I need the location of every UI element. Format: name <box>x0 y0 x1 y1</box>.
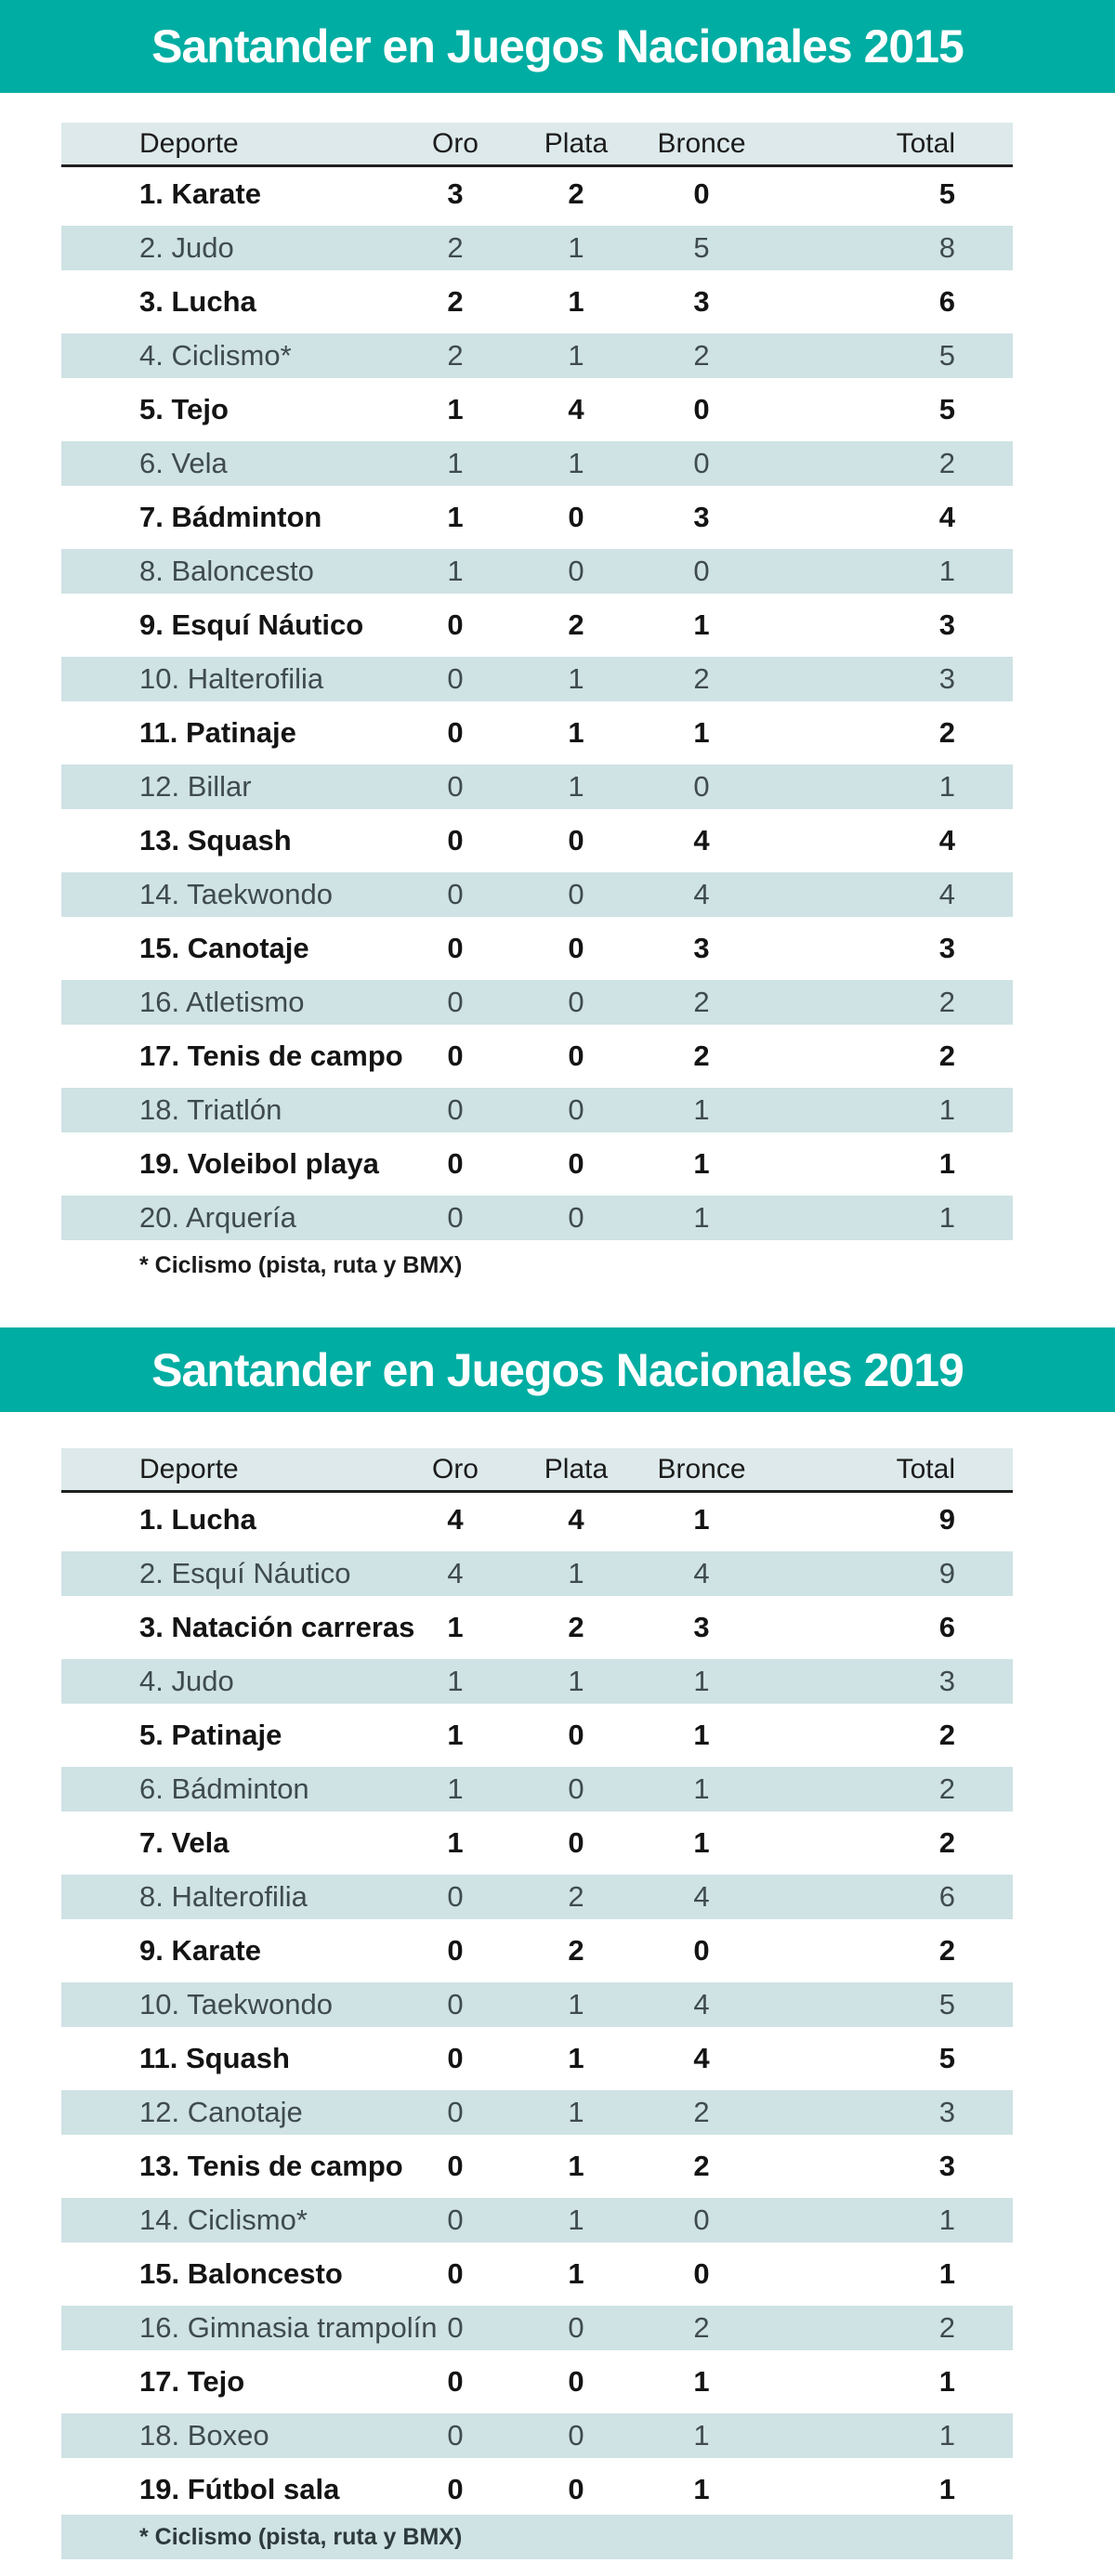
column-header-bronce: Bronce <box>657 127 746 159</box>
cell-plata: 1 <box>568 2203 584 2236</box>
cell-oro: 3 <box>447 177 464 210</box>
cell-oro: 0 <box>447 2419 464 2452</box>
cell-sport: 3. Lucha <box>139 285 256 318</box>
table-row <box>61 652 1013 706</box>
table-row <box>61 2463 1013 2517</box>
cell-oro: 0 <box>447 2365 464 2398</box>
cell-total: 3 <box>938 2096 955 2128</box>
cell-bronce: 4 <box>693 1557 710 1589</box>
cell-oro: 0 <box>447 878 464 910</box>
cell-total: 1 <box>938 1147 955 1180</box>
cell-total: 2 <box>938 2311 955 2344</box>
table-row <box>61 1654 1013 1708</box>
cell-plata: 2 <box>568 608 584 641</box>
cell-total: 1 <box>938 2473 955 2505</box>
cell-oro: 1 <box>447 1826 464 1859</box>
cell-oro: 1 <box>447 1772 464 1805</box>
cell-bronce: 1 <box>693 716 710 749</box>
cell-plata: 0 <box>568 1201 584 1234</box>
cell-total: 2 <box>938 716 955 749</box>
table-row <box>61 2409 1013 2463</box>
cell-total: 5 <box>938 177 955 210</box>
cell-total: 1 <box>938 2257 955 2290</box>
cell-bronce: 2 <box>693 986 710 1018</box>
cell-bronce: 4 <box>693 2042 710 2074</box>
cell-sport: 14. Ciclismo* <box>139 2203 308 2236</box>
cell-plata: 0 <box>568 1826 584 1859</box>
cell-plata: 0 <box>568 878 584 910</box>
cell-oro: 0 <box>447 2257 464 2290</box>
cell-bronce: 2 <box>693 1040 710 1072</box>
cell-plata: 0 <box>568 2473 584 2505</box>
cell-plata: 1 <box>568 770 584 803</box>
cell-oro: 1 <box>447 1665 464 1697</box>
title-band-2019 <box>0 1327 1115 1412</box>
cell-total: 6 <box>938 285 955 318</box>
cell-plata: 1 <box>568 716 584 749</box>
cell-oro: 1 <box>447 1611 464 1643</box>
cell-sport: 5. Tejo <box>139 393 229 425</box>
cell-plata: 0 <box>568 824 584 856</box>
cell-oro: 0 <box>447 770 464 803</box>
cell-plata: 0 <box>568 2311 584 2344</box>
table-row <box>61 383 1013 437</box>
cell-plata: 0 <box>568 986 584 1018</box>
table-row <box>61 598 1013 652</box>
cell-plata: 1 <box>568 1988 584 2020</box>
cell-oro: 0 <box>447 2150 464 2182</box>
cell-sport: 7. Vela <box>139 1826 230 1859</box>
cell-plata: 1 <box>568 231 584 264</box>
cell-total: 6 <box>938 1880 955 1913</box>
cell-plata: 1 <box>568 1557 584 1589</box>
cell-plata: 0 <box>568 1772 584 1805</box>
cell-total: 3 <box>938 932 955 964</box>
cell-plata: 4 <box>568 1503 584 1536</box>
cell-oro: 0 <box>447 824 464 856</box>
table-row <box>61 2301 1013 2355</box>
cell-bronce: 4 <box>693 1880 710 1913</box>
footnote-2019: * Ciclismo (pista, ruta y BMX) <box>61 2515 1013 2559</box>
cell-bronce: 1 <box>693 1772 710 1805</box>
cell-total: 1 <box>938 770 955 803</box>
cell-oro: 1 <box>447 447 464 479</box>
cell-plata: 0 <box>568 501 584 533</box>
table-row <box>61 1493 1013 1547</box>
cell-plata: 1 <box>568 447 584 479</box>
table-row <box>61 1708 1013 1762</box>
cell-sport: 12. Canotaje <box>139 2096 303 2128</box>
table-body-2019 <box>61 1493 1013 2517</box>
cell-plata: 2 <box>568 177 584 210</box>
cell-sport: 7. Bádminton <box>139 501 322 533</box>
cell-total: 1 <box>938 1201 955 1234</box>
cell-plata: 1 <box>568 2042 584 2074</box>
column-header-total: Total <box>896 127 955 159</box>
cell-bronce: 4 <box>693 824 710 856</box>
cell-bronce: 0 <box>693 770 710 803</box>
cell-bronce: 3 <box>693 1611 710 1643</box>
table-row <box>61 1083 1013 1137</box>
table-row <box>61 490 1013 544</box>
column-header-oro: Oro <box>431 127 479 159</box>
cell-sport: 10. Halterofilia <box>139 662 324 695</box>
cell-oro: 0 <box>447 986 464 1018</box>
cell-oro: 0 <box>447 608 464 641</box>
cell-oro: 1 <box>447 1719 464 1751</box>
cell-sport: 14. Taekwondo <box>139 878 333 910</box>
column-header-deporte: Deporte <box>139 127 239 159</box>
medal-table-2019 <box>61 1448 1013 2517</box>
cell-sport: 18. Triatlón <box>139 1093 282 1126</box>
cell-total: 3 <box>938 1665 955 1697</box>
cell-sport: 3. Natación carreras <box>139 1611 415 1643</box>
cell-sport: 2. Judo <box>139 231 234 264</box>
cell-bronce: 1 <box>693 1665 710 1697</box>
cell-total: 2 <box>938 1719 955 1751</box>
cell-sport: 4. Ciclismo* <box>139 339 292 372</box>
cell-total: 2 <box>938 986 955 1018</box>
cell-oro: 1 <box>447 393 464 425</box>
cell-plata: 0 <box>568 1093 584 1126</box>
cell-oro: 1 <box>447 555 464 587</box>
table-row <box>61 275 1013 329</box>
cell-bronce: 0 <box>693 2203 710 2236</box>
cell-bronce: 0 <box>693 393 710 425</box>
table-row <box>61 975 1013 1029</box>
cell-bronce: 2 <box>693 2311 710 2344</box>
cell-total: 2 <box>938 1826 955 1859</box>
cell-total: 3 <box>938 608 955 641</box>
cell-bronce: 2 <box>693 2150 710 2182</box>
table-row <box>61 221 1013 275</box>
cell-bronce: 1 <box>693 1201 710 1234</box>
cell-sport: 17. Tejo <box>139 2365 245 2398</box>
cell-oro: 0 <box>447 2311 464 2344</box>
cell-total: 2 <box>938 1772 955 1805</box>
cell-sport: 2. Esquí Náutico <box>139 1557 351 1589</box>
cell-plata: 0 <box>568 1147 584 1180</box>
cell-plata: 1 <box>568 285 584 318</box>
table-row <box>61 1762 1013 1816</box>
cell-bronce: 0 <box>693 447 710 479</box>
column-header-plata: Plata <box>544 1453 609 1484</box>
table-header-2019 <box>61 1448 1013 1493</box>
cell-sport: 8. Baloncesto <box>139 555 314 587</box>
cell-bronce: 3 <box>693 932 710 964</box>
cell-bronce: 0 <box>693 2257 710 2290</box>
cell-bronce: 1 <box>693 2473 710 2505</box>
cell-sport: 1. Karate <box>139 177 261 210</box>
cell-bronce: 5 <box>693 231 710 264</box>
cell-oro: 4 <box>447 1557 464 1589</box>
cell-plata: 0 <box>568 1719 584 1751</box>
cell-bronce: 1 <box>693 608 710 641</box>
table-row <box>61 1870 1013 1924</box>
table-row <box>61 1816 1013 1870</box>
cell-sport: 9. Esquí Náutico <box>139 608 364 641</box>
cell-sport: 13. Tenis de campo <box>139 2150 403 2182</box>
medal-table-2015 <box>61 123 1013 1245</box>
column-header-oro: Oro <box>431 1453 479 1484</box>
cell-bronce: 1 <box>693 2365 710 2398</box>
cell-plata: 1 <box>568 662 584 695</box>
cell-sport: 1. Lucha <box>139 1503 256 1536</box>
cell-sport: 11. Squash <box>139 2042 290 2074</box>
cell-oro: 0 <box>447 1093 464 1126</box>
cell-plata: 1 <box>568 339 584 372</box>
cell-sport: 18. Boxeo <box>139 2419 269 2452</box>
cell-plata: 2 <box>568 1611 584 1643</box>
cell-oro: 2 <box>447 339 464 372</box>
table-row <box>61 1029 1013 1083</box>
cell-total: 4 <box>938 501 955 533</box>
cell-total: 1 <box>938 2203 955 2236</box>
cell-bronce: 2 <box>693 662 710 695</box>
page-title-2019: Santander en Juegos Nacionales 2019 <box>151 1343 964 1396</box>
cell-bronce: 2 <box>693 2096 710 2128</box>
cell-sport: 11. Patinaje <box>139 716 296 749</box>
cell-oro: 0 <box>447 1147 464 1180</box>
cell-bronce: 3 <box>693 501 710 533</box>
cell-sport: 9. Karate <box>139 1934 261 1967</box>
cell-plata: 2 <box>568 1880 584 1913</box>
page-title-2015: Santander en Juegos Nacionales 2015 <box>151 20 964 72</box>
cell-total: 4 <box>938 878 955 910</box>
cell-oro: 2 <box>447 231 464 264</box>
cell-sport: 13. Squash <box>139 824 292 856</box>
table-row <box>61 706 1013 760</box>
cell-total: 2 <box>938 1040 955 1072</box>
table-row <box>61 814 1013 868</box>
cell-bronce: 1 <box>693 1826 710 1859</box>
cell-bronce: 0 <box>693 555 710 587</box>
cell-bronce: 4 <box>693 878 710 910</box>
title-band-2015 <box>0 0 1115 93</box>
cell-total: 2 <box>938 1934 955 1967</box>
cell-sport: 20. Arquería <box>139 1201 296 1234</box>
cell-bronce: 1 <box>693 1147 710 1180</box>
table-row <box>61 2139 1013 2193</box>
cell-oro: 0 <box>447 2203 464 2236</box>
table-row <box>61 1547 1013 1601</box>
cell-bronce: 1 <box>693 2419 710 2452</box>
table-row <box>61 1978 1013 2032</box>
cell-bronce: 0 <box>693 1934 710 1967</box>
footnote-2015: * Ciclismo (pista, ruta y BMX) <box>139 1251 463 1278</box>
cell-total: 1 <box>938 555 955 587</box>
cell-oro: 4 <box>447 1503 464 1536</box>
cell-sport: 19. Fútbol sala <box>139 2473 340 2505</box>
cell-sport: 15. Baloncesto <box>139 2257 343 2290</box>
cell-oro: 1 <box>447 501 464 533</box>
table-row <box>61 167 1013 221</box>
cell-sport: 10. Taekwondo <box>139 1988 333 2020</box>
table-header-2015 <box>61 123 1013 167</box>
table-body-2015 <box>61 167 1013 1245</box>
column-header-deporte: Deporte <box>139 1453 239 1484</box>
cell-total: 1 <box>938 2365 955 2398</box>
table-row <box>61 2086 1013 2139</box>
cell-sport: 4. Judo <box>139 1665 234 1697</box>
cell-oro: 0 <box>447 1201 464 1234</box>
cell-plata: 2 <box>568 1934 584 1967</box>
cell-plata: 1 <box>568 2096 584 2128</box>
cell-oro: 0 <box>447 1988 464 2020</box>
cell-sport: 6. Bádminton <box>139 1772 309 1805</box>
cell-total: 5 <box>938 2042 955 2074</box>
cell-oro: 0 <box>447 1880 464 1913</box>
cell-total: 3 <box>938 662 955 695</box>
cell-oro: 0 <box>447 716 464 749</box>
cell-plata: 0 <box>568 1040 584 1072</box>
cell-total: 4 <box>938 824 955 856</box>
cell-sport: 16. Gimnasia trampolín <box>139 2311 438 2344</box>
cell-oro: 0 <box>447 1934 464 1967</box>
table-row <box>61 868 1013 922</box>
cell-plata: 1 <box>568 1665 584 1697</box>
cell-total: 5 <box>938 1988 955 2020</box>
cell-total: 3 <box>938 2150 955 2182</box>
cell-sport: 15. Canotaje <box>139 932 309 964</box>
cell-plata: 1 <box>568 2257 584 2290</box>
cell-plata: 0 <box>568 2365 584 2398</box>
cell-plata: 0 <box>568 555 584 587</box>
cell-oro: 0 <box>447 1040 464 1072</box>
cell-bronce: 1 <box>693 1503 710 1536</box>
table-row <box>61 544 1013 598</box>
table-row <box>61 1924 1013 1978</box>
cell-total: 9 <box>938 1557 955 1589</box>
table-row <box>61 329 1013 383</box>
cell-bronce: 1 <box>693 1093 710 1126</box>
cell-total: 1 <box>938 2419 955 2452</box>
cell-oro: 0 <box>447 2042 464 2074</box>
cell-plata: 4 <box>568 393 584 425</box>
cell-plata: 0 <box>568 2419 584 2452</box>
cell-sport: 5. Patinaje <box>139 1719 282 1751</box>
cell-oro: 0 <box>447 662 464 695</box>
table-row <box>61 1137 1013 1191</box>
cell-plata: 0 <box>568 932 584 964</box>
cell-sport: 17. Tenis de campo <box>139 1040 403 1072</box>
cell-bronce: 3 <box>693 285 710 318</box>
table-row <box>61 2032 1013 2086</box>
cell-oro: 0 <box>447 932 464 964</box>
table-row <box>61 2355 1013 2409</box>
table-row <box>61 2193 1013 2247</box>
cell-total: 5 <box>938 393 955 425</box>
cell-total: 8 <box>938 231 955 264</box>
cell-total: 1 <box>938 1093 955 1126</box>
cell-sport: 19. Voleibol playa <box>139 1147 379 1180</box>
cell-plata: 1 <box>568 2150 584 2182</box>
cell-total: 9 <box>938 1503 955 1536</box>
table-row <box>61 1601 1013 1654</box>
column-header-bronce: Bronce <box>657 1453 746 1484</box>
cell-sport: 6. Vela <box>139 447 228 479</box>
column-header-plata: Plata <box>544 127 609 159</box>
cell-sport: 16. Atletismo <box>139 986 305 1018</box>
cell-total: 6 <box>938 1611 955 1643</box>
cell-bronce: 0 <box>693 177 710 210</box>
cell-bronce: 1 <box>693 1719 710 1751</box>
table-row <box>61 437 1013 490</box>
cell-oro: 2 <box>447 285 464 318</box>
table-row <box>61 760 1013 814</box>
table-row <box>61 922 1013 975</box>
cell-bronce: 4 <box>693 1988 710 2020</box>
cell-total: 2 <box>938 447 955 479</box>
cell-oro: 0 <box>447 2473 464 2505</box>
cell-sport: 8. Halterofilia <box>139 1880 308 1913</box>
cell-oro: 0 <box>447 2096 464 2128</box>
cell-sport: 12. Billar <box>139 770 252 803</box>
cell-total: 5 <box>938 339 955 372</box>
table-row <box>61 2247 1013 2301</box>
column-header-total: Total <box>896 1453 955 1484</box>
cell-bronce: 2 <box>693 339 710 372</box>
table-row <box>61 1191 1013 1245</box>
